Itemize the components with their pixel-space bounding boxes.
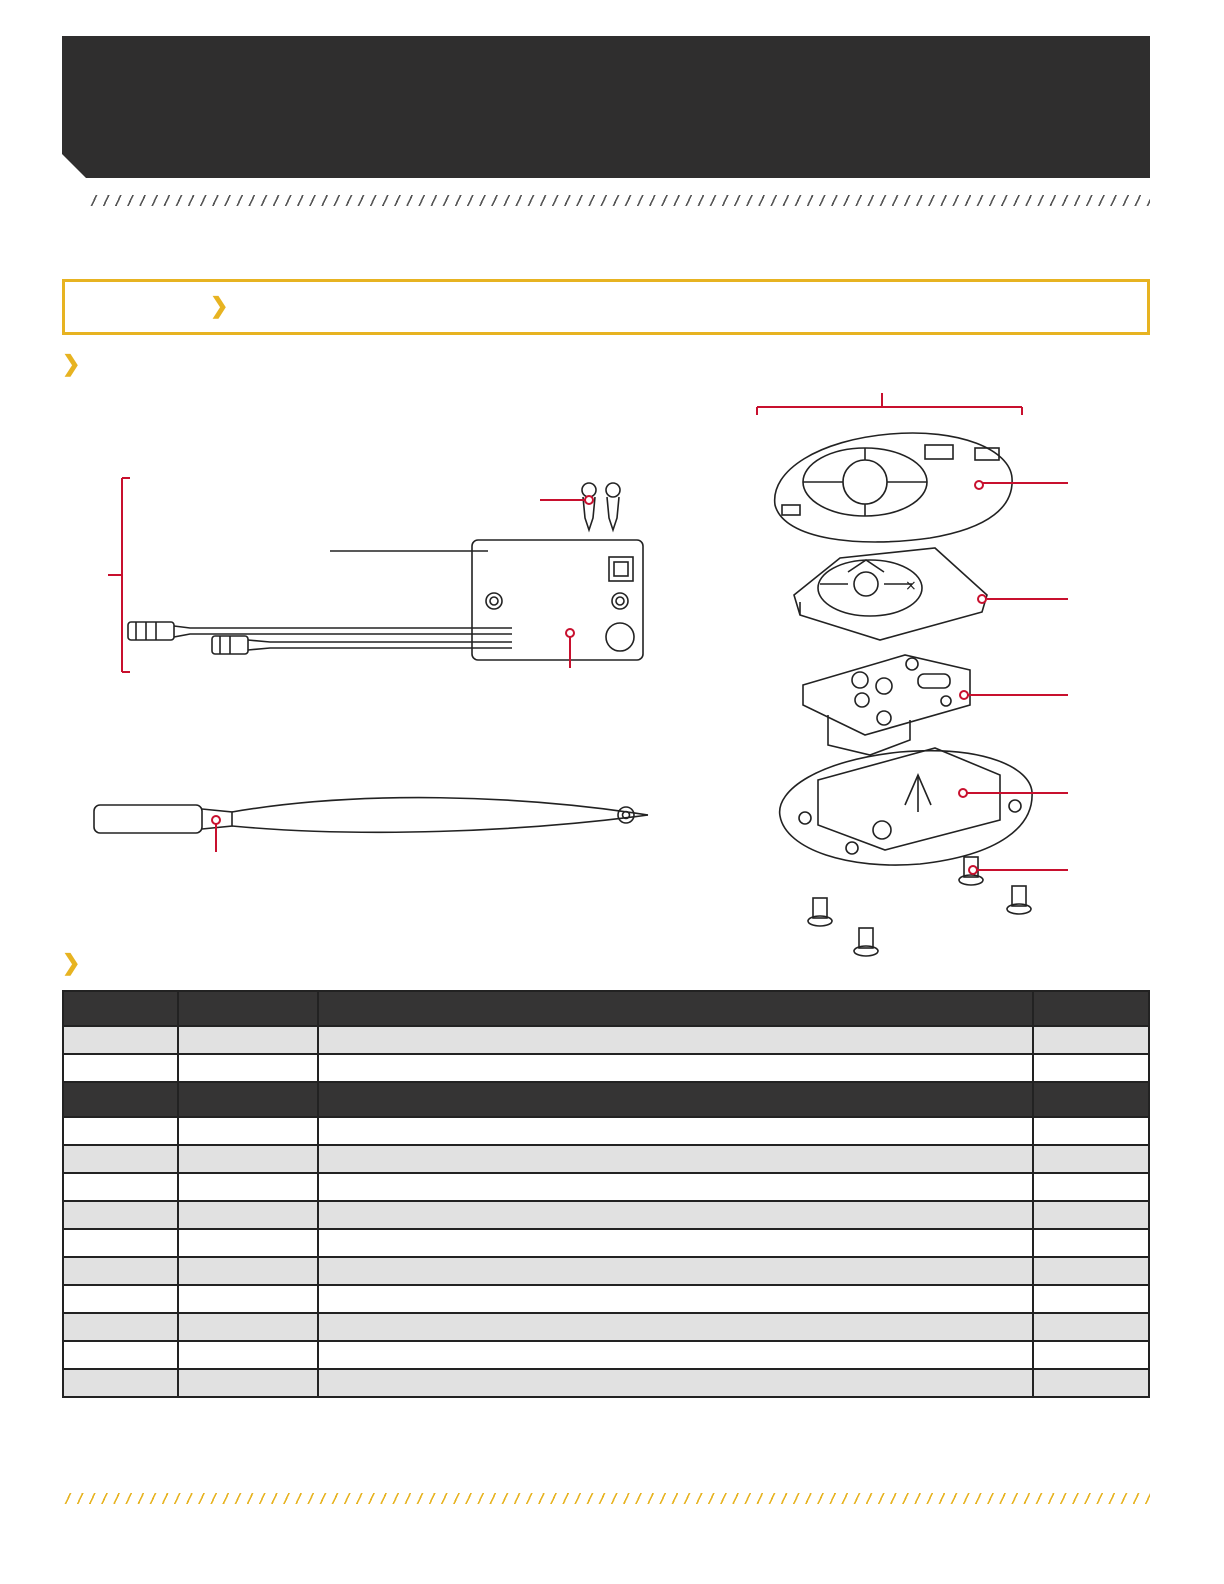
table-cell bbox=[318, 1201, 1033, 1229]
table-cell bbox=[1033, 1117, 1149, 1145]
base-housing bbox=[780, 748, 1032, 865]
table-cell bbox=[318, 1082, 1033, 1117]
circuit-board bbox=[803, 655, 970, 755]
width-dimension-bracket bbox=[757, 393, 1022, 415]
table-row bbox=[63, 1117, 1149, 1145]
chevron-right-icon: ❯ bbox=[62, 950, 81, 975]
table-cell bbox=[178, 1145, 319, 1173]
table-cell bbox=[1033, 1369, 1149, 1397]
table-cell bbox=[318, 1341, 1033, 1369]
table-cell bbox=[318, 1313, 1033, 1341]
table-cell bbox=[178, 1257, 319, 1285]
base-screws bbox=[808, 857, 1031, 956]
table-row bbox=[63, 1173, 1149, 1201]
table-cell bbox=[1033, 1229, 1149, 1257]
table-cell bbox=[1033, 1145, 1149, 1173]
table-cell bbox=[63, 991, 178, 1026]
keypad-membrane bbox=[794, 548, 987, 640]
svg-text:×: × bbox=[905, 578, 917, 594]
table-cell bbox=[178, 1026, 319, 1054]
mounting-screws-small bbox=[582, 483, 620, 530]
table-cell bbox=[318, 1117, 1033, 1145]
cable-harness bbox=[128, 622, 512, 654]
table-cell bbox=[178, 1285, 319, 1313]
parts-table bbox=[62, 990, 1150, 1398]
table-cell bbox=[318, 1026, 1033, 1054]
table-row bbox=[63, 1257, 1149, 1285]
table-cell bbox=[63, 1117, 178, 1145]
table-cell bbox=[63, 1082, 178, 1117]
table-cell bbox=[178, 1369, 319, 1397]
lanyard-fob bbox=[94, 798, 648, 833]
table-cell bbox=[63, 1369, 178, 1397]
table-cell bbox=[178, 1201, 319, 1229]
table-cell bbox=[178, 991, 319, 1026]
table-cell bbox=[1033, 1201, 1149, 1229]
table-cell bbox=[1033, 1285, 1149, 1313]
table-row bbox=[63, 1026, 1149, 1054]
table-row bbox=[63, 1313, 1149, 1341]
table-cell bbox=[63, 1145, 178, 1173]
table-cell bbox=[63, 1054, 178, 1082]
table-row bbox=[63, 1285, 1149, 1313]
table-cell bbox=[1033, 1026, 1149, 1054]
table-row bbox=[63, 1341, 1149, 1369]
table-row bbox=[63, 1369, 1149, 1397]
cable-assembly-bracket bbox=[108, 478, 130, 672]
table-cell bbox=[1033, 1313, 1149, 1341]
table-cell bbox=[63, 1026, 178, 1054]
table-cell bbox=[63, 1229, 178, 1257]
table-cell bbox=[1033, 1054, 1149, 1082]
table-cell bbox=[318, 991, 1033, 1026]
table-cell bbox=[318, 1145, 1033, 1173]
table-cell bbox=[178, 1082, 319, 1117]
table-cell bbox=[318, 1229, 1033, 1257]
chevron-right-icon: ❯ bbox=[62, 351, 81, 376]
table-cell bbox=[318, 1369, 1033, 1397]
table-cell bbox=[1033, 1257, 1149, 1285]
table-row bbox=[63, 1201, 1149, 1229]
table-row bbox=[63, 1229, 1149, 1257]
table-cell bbox=[63, 1313, 178, 1341]
table-cell bbox=[63, 1173, 178, 1201]
table-cell bbox=[1033, 1173, 1149, 1201]
table-cell bbox=[1033, 1082, 1149, 1117]
table-cell bbox=[63, 1341, 178, 1369]
table-row bbox=[63, 1145, 1149, 1173]
table-cell bbox=[318, 1285, 1033, 1313]
table-cell bbox=[178, 1341, 319, 1369]
chevron-right-icon: ❯ bbox=[210, 293, 229, 318]
table-cell bbox=[178, 1229, 319, 1257]
table-header-row bbox=[63, 1082, 1149, 1117]
table-cell bbox=[1033, 1341, 1149, 1369]
table-cell bbox=[318, 1173, 1033, 1201]
table-cell bbox=[63, 1201, 178, 1229]
table-cell bbox=[178, 1054, 319, 1082]
table-cell bbox=[178, 1117, 319, 1145]
footer-hatch-divider bbox=[62, 1493, 1150, 1504]
table-cell bbox=[178, 1173, 319, 1201]
table-row bbox=[63, 1054, 1149, 1082]
table-cell bbox=[63, 1285, 178, 1313]
table-cell bbox=[318, 1054, 1033, 1082]
table-cell bbox=[318, 1257, 1033, 1285]
table-cell bbox=[178, 1313, 319, 1341]
table-cell bbox=[63, 1257, 178, 1285]
table-cell bbox=[1033, 991, 1149, 1026]
table-header-row bbox=[63, 991, 1149, 1026]
